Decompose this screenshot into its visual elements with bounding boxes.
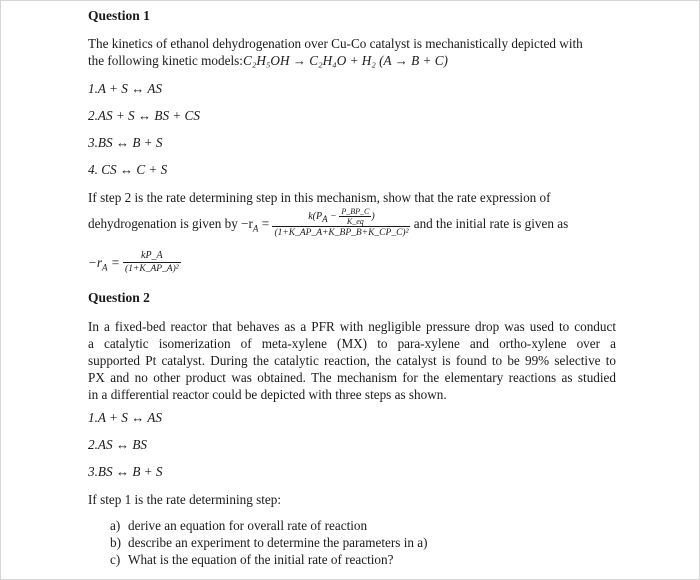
q1-rate-inner-den: K_eq (346, 217, 364, 226)
q1-initial-rate-denominator: (1+K_AP_A)² (125, 264, 179, 274)
q1-step-1: 1.A + S ↔ AS (88, 81, 162, 96)
q2-para-line-5: in a differential reactor could be depicted with three steps as shown. (88, 387, 447, 402)
q2-step-3: 3.BS ↔ B + S (88, 464, 163, 479)
q1-intro-line-2 (88, 52, 448, 69)
q1-rate-num-minus: − (327, 210, 337, 222)
q1-rate-inner-num: P_BP_C (341, 207, 370, 216)
q2-task-b (110, 534, 428, 551)
q2-step-2: 2.AS ↔ BS (88, 437, 147, 452)
q1-rate-fraction (272, 207, 410, 239)
q2-para-line-3: supported Pt catalyst. During the catalytic reaction, the catalyst is found to be 99% selective to (88, 353, 616, 368)
q1-rds-line-2-lhs (88, 215, 269, 232)
q2-step-1: 1.A + S ↔ AS (88, 410, 162, 425)
q1-rate-inner-fraction (339, 207, 371, 226)
q2-task-c-text: What is the equation of the initial rate of reaction? (128, 552, 394, 567)
question-1-title: Question 1 (88, 8, 150, 23)
q1-initial-rate-lhs (88, 254, 120, 271)
q1-initial-rate-numerator: kP_A (123, 250, 181, 263)
q2-task-a (110, 517, 367, 534)
q1-rds-line-2-post: and the initial rate is given as (413, 215, 569, 231)
q1-init-lhs-sub: A (102, 262, 108, 273)
q1-rate-num-p: P (315, 210, 323, 222)
q1-rate-num-k: k (308, 210, 313, 222)
q1-intro-line-1: The kinetics of ethanol dehydrogenation over Cu-Co catalyst is mechanistically depicted with (88, 36, 583, 51)
q1-intro-text: the following kinetic models: (88, 53, 243, 68)
q1-rate-num-sub: A (322, 213, 328, 224)
q2-para-line-4: PX and no other product was obtained. The mechanism for the elementary reactions as studied (88, 370, 616, 385)
q2-task-b-mark: b) (110, 535, 121, 550)
question-2-title: Question 2 (88, 290, 150, 305)
q2-task-a-mark: a) (110, 518, 121, 533)
q2-rds-statement: If step 1 is the rate determining step: (88, 492, 281, 507)
q1-step-3: 3.BS ↔ B + S (88, 135, 163, 150)
q1-rds-line-2-sub: A (252, 223, 259, 234)
q1-initial-rate-fraction (123, 250, 181, 275)
q1-init-eq: = (107, 255, 120, 270)
q2-task-c-mark: c) (110, 552, 121, 567)
q2-task-a-text: derive an equation for overall rate of reaction (128, 518, 368, 533)
q2-paragraph (88, 318, 616, 403)
q1-rate-expression-line (88, 207, 568, 241)
q1-rate-numerator: $k(P_A$ − $\frac{P\_BP\_C}{K\_eq}$ ) (272, 207, 410, 227)
q1-reaction-equation: C₂H₅OH → C₂H₄O + H₂ (A → B + C) (242, 53, 448, 68)
q2-para-line-2: a catalytic isomerization of meta-xylene (MX) to para-xylene and ortho-xylene over a (88, 336, 616, 351)
q1-step-2: 2.AS + S ↔ BS + CS (88, 108, 200, 123)
q1-rate-denominator: (1+K_AP_A+K_BP_B+K_CP_C)² (274, 228, 409, 238)
q1-rds-line-1: If step 2 is the rate determining step in this mechanism, show that the rate expression of (88, 190, 551, 205)
q1-init-lhs: −r (88, 255, 103, 270)
q1-initial-rate-line (88, 250, 181, 280)
q1-rds-line-2-pre: dehydrogenation is given by −r (88, 215, 253, 231)
q2-task-b-text: describe an experiment to determine the parameters in a) (128, 535, 428, 550)
q2-para-line-1: In a fixed-bed reactor that behaves as a PFR with negligible pressure drop was used to conduct (88, 319, 616, 334)
q2-task-c (110, 551, 393, 568)
q1-step-4: 4. CS ↔ C + S (88, 162, 168, 177)
q1-rds-line-2-eq: = (258, 215, 270, 231)
